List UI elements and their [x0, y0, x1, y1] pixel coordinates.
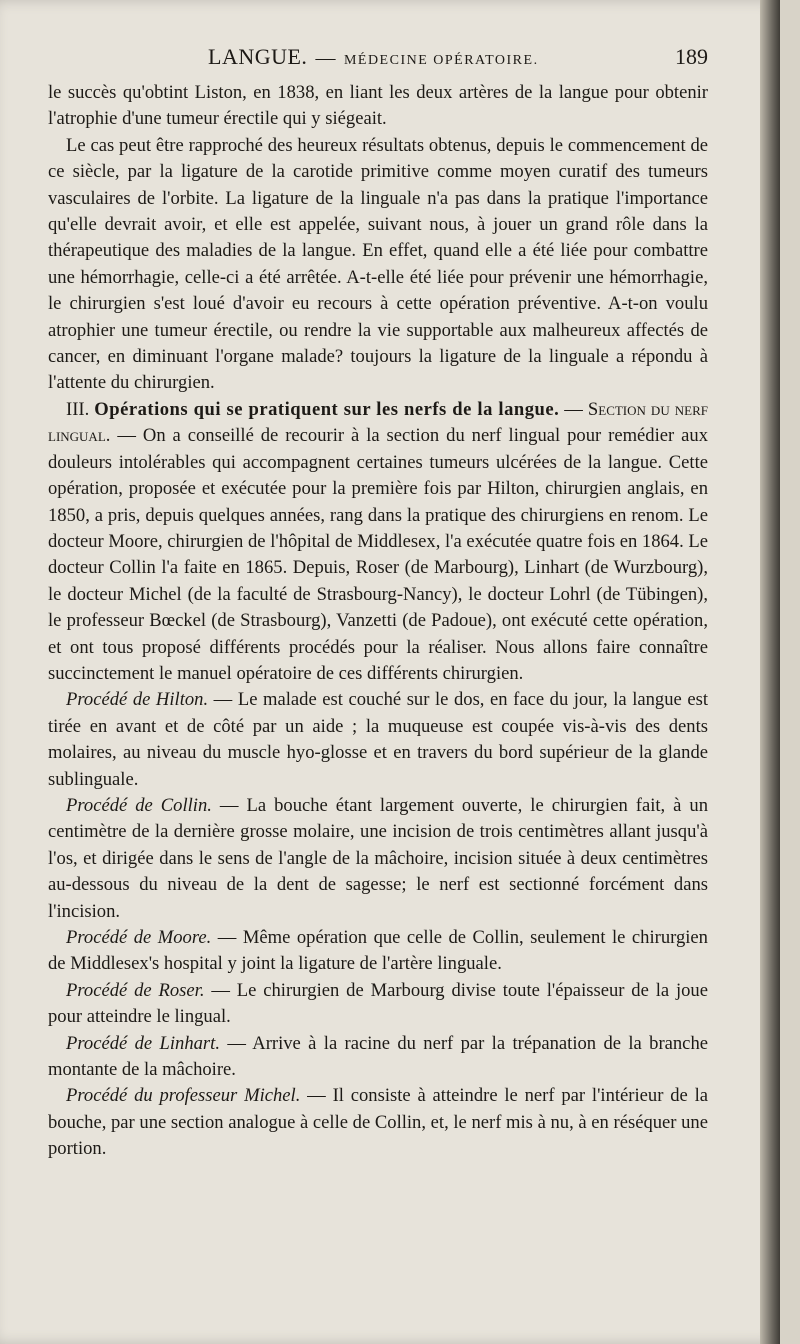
procedure-label-linhart: Procédé de Linhart.: [66, 1032, 220, 1054]
paragraph-linhart: [48, 1031, 708, 1084]
page-number: 189: [675, 44, 708, 69]
procedure-label-michel: Procédé du professeur Michel.: [66, 1085, 301, 1107]
section-subheading: Section du nerf lingual.: [48, 398, 708, 447]
procedure-text-hilton: — Le malade est couché sur le dos, en face du jour, la langue est tirée en avant et de côté par un aide ; la muqueuse est coupée vis-à-vis des dents molaires, au niveau du muscle hyo-glosse et en travers du bord supérieur de la glande sublinguale.: [48, 689, 708, 790]
paragraph-moore: [48, 925, 708, 978]
header-title: LANGUE.: [208, 44, 308, 69]
paragraph-michel: [48, 1083, 708, 1162]
paragraph-continuation: le succès qu'obtint Liston, en 1838, en liant les deux artères de la langue pour obtenir l'atrophie d'une tumeur érectile qui y siégeait.: [48, 82, 708, 130]
section-heading: Opérations qui se pratiquent sur les nerfs de la langue.: [94, 398, 560, 420]
paragraph-ligature: Le cas peut être rapproché des heureux résultats obtenus, depuis le commencement de ce siècle, par la ligature de la carotide primitive comme moyen curatif des tumeurs vasculaires de l'orbite. La ligature de la linguale n'a pas dans la pratique l'importance qu'elle devrait avoir, et elle est appelée, suivant nous, à jouer un grand rôle dans la thérapeutique des maladies de la langue. En effet, quand elle a été liée pour combattre une hémorrhagie, celle-ci a été arrêtée. A-t-elle été liée pour prévenir une hémorrhagie, le chirurgien s'est loué d'avoir eu recours à cette opération préventive. A-t-on voulu atrophier une tumeur érectile, ou rendre la vie supportable aux malheureux affectés de cancer, en diminuant l'organe malade? toujours la ligature de la linguale a répondu à l'attente du chirurgien.: [48, 134, 708, 394]
running-title: [208, 44, 539, 70]
section-text: — On a conseillé de recourir à la section du nerf lingual pour remédier aux douleurs intolérables qui accompagnent certaines tumeurs ulcérées de la langue. Cette opération, proposée et exécutée pour la première fois par Hilton, chirurgien anglais, en 1850, a pris, depuis quelques années, rang dans la pratique des chirurgiens en renom. Le docteur Moore, chirurgien de l'hôpital de Middlesex, l'a exécutée quatre fois en 1864. Le docteur Collin l'a faite en 1865. Depuis, Roser (de Marbourg), Linhart (de Wurzbourg), le docteur Michel (de la faculté de Strasbourg-Nancy), le docteur Lohrl (de Tübingen), le professeur Bœckel (de Strasbourg), Vanzetti (de Padoue), ont exécuté cette opération, et ont tous proposé différents procédés pour la réaliser. Nous allons faire connaître succinctement le manuel opératoire de ces différents chirurgien.: [48, 425, 709, 684]
procedure-text-roser: — Le chirurgien de Marbourg divise toute l'épaisseur de la joue pour atteindre le lingual.: [48, 979, 708, 1028]
section-number: III.: [66, 398, 90, 420]
procedure-label-collin: Procédé de Collin.: [66, 794, 212, 816]
procedure-label-roser: Procédé de Roser.: [66, 979, 205, 1001]
running-header: [48, 40, 708, 80]
paragraph-section-iii: [48, 397, 708, 687]
procedure-text-collin: — La bouche étant largement ouverte, le chirurgien fait, à un centimètre de la dernière grosse molaire, une incision de trois centimètres allant jusqu'à l'os, et dirigée dans le sens de l'angle de la mâchoire, incision située à deux centimètres au-dessous du niveau de la dent de sagesse; le nerf est sectionné forcément dans l'incision.: [48, 794, 708, 922]
procedure-label-moore: Procédé de Moore.: [66, 927, 212, 948]
section-separator: —: [559, 398, 588, 420]
paragraph-collin: [48, 793, 708, 925]
header-section: MÉDECINE OPÉRATOIRE.: [343, 53, 539, 68]
procedure-text-moore: — Même opération que celle de Collin, seulement le chirurgien de Middlesex's hospital y joint la ligature de l'artère linguale.: [48, 927, 708, 975]
page-edge-shadow: [760, 0, 780, 1344]
procedure-label-hilton: Procédé de Hilton.: [66, 689, 209, 711]
paragraph-roser: [48, 978, 708, 1031]
procedure-text-linhart: — Arrive à la racine du nerf par la trépanation de la branche montante de la mâchoire.: [48, 1032, 708, 1081]
header-dash: —: [315, 47, 336, 69]
page-body: [48, 80, 708, 1163]
procedure-text-michel: — Il consiste à atteindre le nerf par l'intérieur de la bouche, par une section analogue à celle de Collin, et, le nerf mis à nu, à en réséquer une portion.: [48, 1085, 708, 1160]
paragraph-hilton: [48, 687, 708, 793]
